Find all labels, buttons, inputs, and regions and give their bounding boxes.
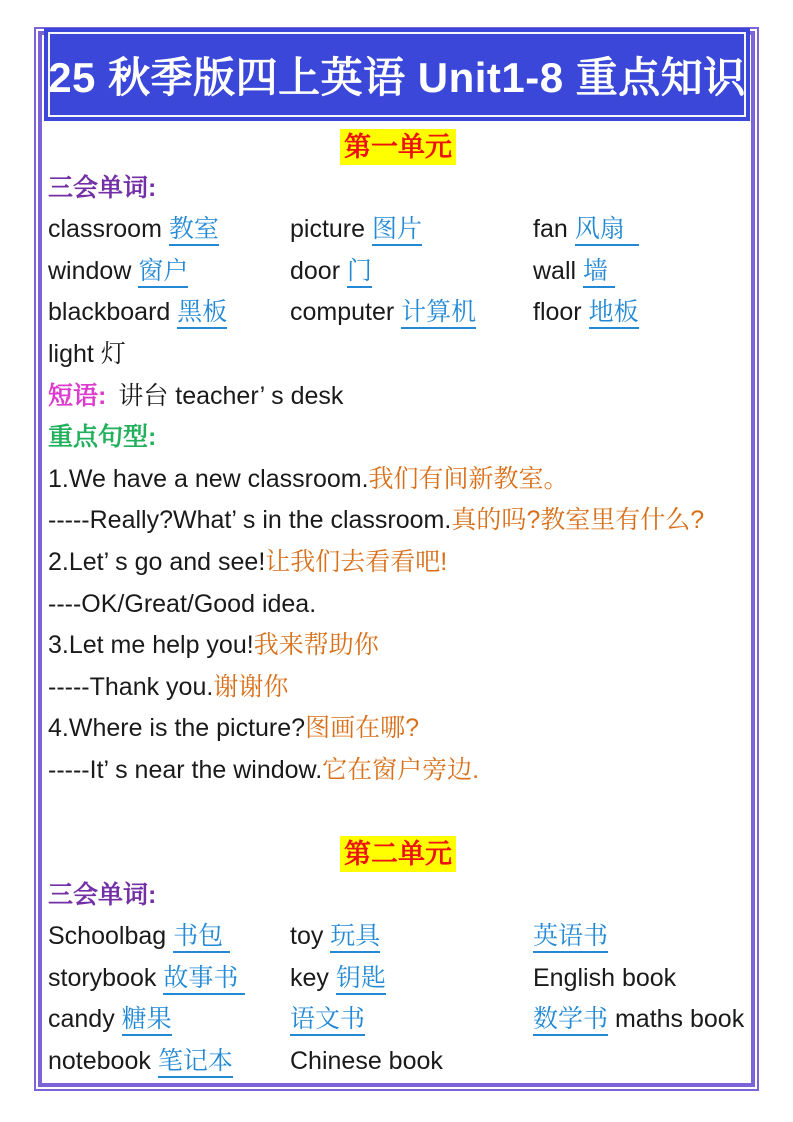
sentence-line — [48, 750, 748, 792]
vocab-cell — [48, 251, 290, 293]
chinese-answer-blank: 地板 — [589, 298, 639, 329]
vocab-cell — [533, 334, 748, 376]
sentence-line — [48, 542, 748, 584]
vocab-cell — [533, 251, 748, 293]
sentences-label-line — [48, 417, 748, 459]
vocab-row — [48, 999, 748, 1041]
english-word: key — [290, 963, 336, 992]
vocab-row — [48, 916, 748, 958]
chinese-answer-blank: 故事书 — [163, 964, 245, 995]
vocab-row — [48, 1041, 748, 1083]
chinese-answer-blank: 黑板 — [177, 298, 227, 329]
english-word: door — [290, 256, 347, 285]
vocab-cell — [48, 1041, 290, 1083]
vocab-cell — [48, 958, 290, 1000]
sentence-english: 1.We have a new classroom. — [48, 464, 369, 493]
vocab-cell — [290, 251, 533, 293]
chinese-answer-blank: 玩具 — [330, 922, 380, 953]
chinese-answer-blank: 图片 — [372, 215, 422, 246]
vocab-row — [48, 209, 748, 251]
sentences-label: 重点句型: — [48, 423, 157, 452]
sentence-english: 3.Let me help you! — [48, 631, 254, 660]
sentence-line — [48, 500, 748, 542]
phrase-line — [48, 376, 748, 418]
sentence-english: -----It’ s near the window. — [48, 755, 323, 784]
english-word: notebook — [48, 1047, 158, 1076]
vocab-row — [48, 334, 748, 376]
vocab-cell — [533, 999, 748, 1041]
english-word-after: maths book — [608, 1005, 745, 1034]
sentence-translation: 它在窗户旁边. — [322, 755, 480, 784]
chinese-answer-blank: 书包 — [173, 922, 230, 953]
phrase-text: 讲台 teacher’ s desk — [118, 381, 344, 410]
sentence-line — [48, 667, 748, 709]
chinese-answer-blank: 钥匙 — [336, 964, 386, 995]
english-word: floor — [533, 298, 589, 327]
phrase-label: 短语: — [48, 381, 107, 410]
chinese-answer-blank: 窗户 — [138, 257, 188, 288]
vocab-cell — [533, 1041, 748, 1083]
vocab-cell — [533, 958, 748, 1000]
vocab-cell — [48, 292, 290, 334]
vocab-cell — [290, 1041, 533, 1083]
vocab-cell — [533, 209, 748, 251]
sentence-english: -----Really?What’ s in the classroom. — [48, 506, 452, 535]
sentence-english: -----Thank you. — [48, 672, 214, 701]
sentence-line — [48, 459, 748, 501]
sentence-english: 4.Where is the picture? — [48, 714, 306, 743]
sentence-english: ----OK/Great/Good idea. — [48, 589, 317, 618]
chinese-answer-blank: 语文书 — [290, 1005, 365, 1036]
vocab-cell — [290, 958, 533, 1000]
english-word: computer — [290, 298, 402, 327]
english-word: English book — [533, 963, 677, 992]
english-word: Schoolbag — [48, 922, 174, 951]
sentence-line — [48, 625, 748, 667]
english-word: classroom — [48, 215, 169, 244]
vocab-label: 三会单词: — [48, 173, 157, 202]
chinese-answer-blank: 教室 — [169, 215, 219, 246]
chinese-answer-blank: 糖果 — [122, 1005, 172, 1036]
vocab-row — [48, 251, 748, 293]
vocab-cell — [48, 999, 290, 1041]
page-title: 25 秋季版四上英语 Unit1-8 重点知识 — [48, 53, 746, 101]
sentence-translation: 真的吗?教室里有什么? — [451, 506, 705, 535]
english-word: wall — [533, 256, 584, 285]
sentence-line — [48, 584, 748, 626]
vocab-cell — [533, 916, 748, 958]
unit2-heading: 第二单元 — [340, 836, 456, 872]
sentence-translation: 我们有间新教室。 — [368, 464, 569, 493]
vocab-cell — [48, 916, 290, 958]
unit1-heading-line — [48, 126, 748, 168]
sentence-line — [48, 708, 748, 750]
english-word: Chinese book — [290, 1047, 443, 1076]
vocab-label: 三会单词: — [48, 880, 157, 909]
title-banner — [44, 28, 750, 121]
unit1-heading: 第一单元 — [340, 129, 456, 165]
sentence-translation: 谢谢你 — [213, 672, 289, 701]
chinese-answer-blank: 墙 — [583, 257, 615, 288]
english-word: blackboard — [48, 298, 178, 327]
english-word: picture — [290, 215, 372, 244]
vocab-cell — [290, 999, 533, 1041]
english-word: fan — [533, 215, 575, 244]
chinese-answer-blank: 数学书 — [533, 1005, 608, 1036]
chinese-answer-blank: 计算机 — [401, 298, 476, 329]
english-word: storybook — [48, 963, 164, 992]
sentence-translation: 图画在哪? — [305, 714, 419, 743]
unit1-vocab-label-line — [48, 168, 748, 210]
english-word: toy — [290, 922, 331, 951]
chinese-answer-blank: 笔记本 — [158, 1047, 233, 1078]
vocab-cell — [290, 334, 533, 376]
chinese-answer-blank: 风扇 — [575, 215, 639, 246]
unit2-heading-line — [48, 833, 748, 875]
vocab-cell — [290, 209, 533, 251]
vocab-row — [48, 958, 748, 1000]
vocab-cell — [290, 292, 533, 334]
sentence-translation: 我来帮助你 — [253, 631, 379, 660]
sentence-translation: 让我们去看看吧! — [265, 547, 448, 576]
sentence-english: 2.Let’ s go and see! — [48, 547, 266, 576]
vocab-cell — [48, 209, 290, 251]
vocab-cell — [48, 334, 290, 376]
spacer-line — [48, 792, 748, 834]
chinese-answer-blank: 门 — [347, 257, 372, 288]
english-word: candy — [48, 1005, 122, 1034]
vocab-row — [48, 292, 748, 334]
worksheet-content — [48, 126, 748, 1083]
english-word: light 灯 — [48, 339, 126, 368]
unit2-vocab-label-line — [48, 875, 748, 917]
vocab-cell — [290, 916, 533, 958]
chinese-answer-blank: 英语书 — [533, 922, 608, 953]
vocab-cell — [533, 292, 748, 334]
english-word: window — [48, 256, 139, 285]
